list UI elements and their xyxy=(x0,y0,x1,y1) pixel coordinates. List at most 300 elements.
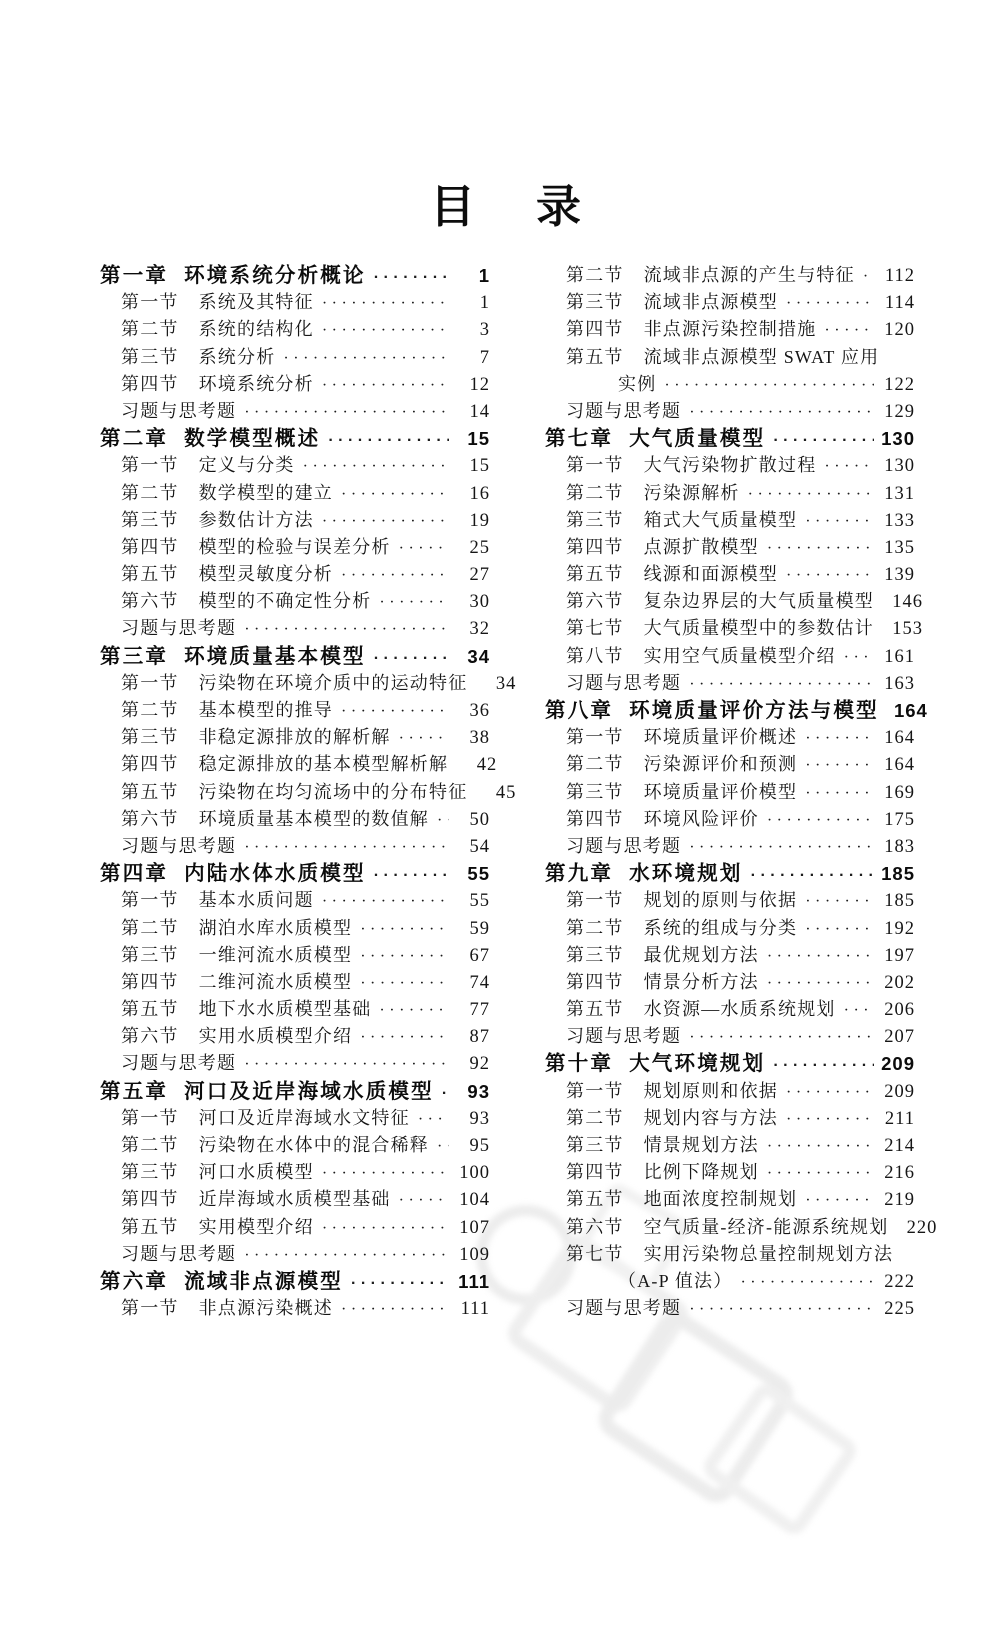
toc-entry xyxy=(545,670,915,697)
dot-leader xyxy=(664,372,874,399)
entry-title: 环境质量评价模型 xyxy=(643,781,798,802)
entry-page-number: 146 xyxy=(892,592,924,613)
dot-leader xyxy=(767,807,874,834)
entry-page-number: 25 xyxy=(469,537,490,558)
entry-page-number: 55 xyxy=(469,891,490,912)
entry-title: 实用空气质量模型介绍 xyxy=(643,645,836,666)
entry-page-number: 59 xyxy=(469,918,490,939)
entry-page-number: 12 xyxy=(469,374,490,395)
dot-leader xyxy=(341,481,449,508)
toc-entry xyxy=(545,724,915,751)
entry-label: 第一章 xyxy=(100,264,169,287)
entry-label: 第二节 xyxy=(121,482,179,503)
dot-leader xyxy=(805,916,874,943)
entry-title: 定义与分类 xyxy=(198,455,295,476)
toc-entry xyxy=(100,452,490,479)
toc-entry xyxy=(545,371,915,398)
entry-page-number: 109 xyxy=(459,1244,490,1265)
toc-entry xyxy=(100,1132,490,1159)
entry-label: 第三节 xyxy=(121,1162,179,1183)
entry-page-number: 36 xyxy=(469,701,490,721)
toc-entry xyxy=(100,1295,490,1322)
dot-leader xyxy=(303,453,449,480)
entry-title: 流域非点源模型 xyxy=(184,1269,344,1293)
dot-leader xyxy=(767,535,874,562)
entry-label: 第三节 xyxy=(566,781,624,802)
entry-title: 非点源污染控制措施 xyxy=(643,319,817,340)
entry-label: 第三节 xyxy=(566,1135,624,1155)
toc-entry xyxy=(545,860,915,887)
toc-entry xyxy=(545,751,915,778)
entry-page-number: 175 xyxy=(884,809,915,830)
entry-title: 实用污染物总量控制规划方法 xyxy=(643,1243,894,1264)
page-title: 目 录 xyxy=(429,182,589,232)
dot-leader xyxy=(374,862,449,889)
toc-entry xyxy=(100,942,490,969)
toc-entry xyxy=(545,1295,915,1322)
entry-page-number: 54 xyxy=(469,836,490,857)
dot-leader xyxy=(418,1106,449,1133)
dot-leader xyxy=(322,372,449,399)
dot-leader xyxy=(844,644,874,671)
toc-entry xyxy=(100,751,498,778)
entry-label: 第五节 xyxy=(566,346,624,367)
entry-page-number: 1 xyxy=(479,293,490,314)
entry-page-number: 34 xyxy=(467,645,490,667)
entry-title: 环境质量基本模型的数值解 xyxy=(198,808,430,829)
dot-leader xyxy=(805,780,874,807)
dot-leader xyxy=(863,263,874,290)
entry-label: 第五节 xyxy=(121,781,179,802)
entry-page-number: 19 xyxy=(469,510,490,531)
entry-page-number: 163 xyxy=(884,673,915,694)
entry-title: 河口及近岸海域水质模型 xyxy=(184,1079,434,1103)
dot-leader xyxy=(244,1242,449,1269)
toc-entry xyxy=(100,262,490,289)
toc-entry xyxy=(545,1132,915,1159)
watermark-blob xyxy=(699,1379,862,1540)
entry-title: 实例 xyxy=(618,373,657,394)
entry-page-number: 206 xyxy=(884,1000,915,1021)
watermark-blob xyxy=(591,1304,800,1510)
toc-entry xyxy=(100,833,490,860)
entry-label: 第一节 xyxy=(566,727,624,748)
entry-title: 非稳定源排放的解析解 xyxy=(198,727,391,748)
entry-title: 大气质量模型中的参数估计 xyxy=(643,618,875,639)
dot-leader xyxy=(437,1133,449,1160)
dot-leader xyxy=(360,970,449,997)
toc-entry xyxy=(100,915,490,942)
entry-title: 习题与思考题 xyxy=(566,1026,682,1047)
entry-label: 第八节 xyxy=(566,645,624,666)
entry-label: 第一节 xyxy=(566,1080,624,1101)
entry-page-number: 122 xyxy=(884,374,915,395)
toc-entry xyxy=(100,779,517,806)
entry-label: 第四节 xyxy=(121,971,179,992)
entry-page-number: 14 xyxy=(469,401,490,422)
entry-label: 第四节 xyxy=(566,1162,624,1183)
dot-leader xyxy=(805,888,874,915)
toc-entry xyxy=(545,887,915,914)
dot-leader xyxy=(689,1296,874,1323)
entry-title: 情景规划方法 xyxy=(643,1135,759,1155)
entry-title: 稳定源排放的基本模型解析解 xyxy=(198,754,449,775)
dot-leader xyxy=(322,888,449,915)
entry-page-number: 164 xyxy=(884,755,915,776)
dot-leader xyxy=(824,453,874,480)
entry-title: 实用水质模型介绍 xyxy=(198,1026,353,1047)
entry-title: 模型的检验与误差分析 xyxy=(198,536,391,557)
entry-label: 第六章 xyxy=(100,1269,169,1293)
entry-title: 系统的组成与分类 xyxy=(643,917,798,938)
dot-leader xyxy=(844,997,874,1024)
dot-leader xyxy=(805,508,874,535)
toc-page xyxy=(0,182,983,1322)
toc-entry xyxy=(100,371,490,398)
dot-leader xyxy=(767,1160,874,1187)
dot-leader xyxy=(786,1079,874,1106)
entry-title: 规划原则和依据 xyxy=(643,1080,779,1101)
toc-entry xyxy=(100,588,490,615)
toc-entry xyxy=(545,942,915,969)
entry-label: 第十章 xyxy=(545,1052,614,1076)
entry-page-number: 214 xyxy=(884,1136,915,1156)
entry-page-number: 45 xyxy=(495,782,517,803)
dot-leader xyxy=(399,535,449,562)
entry-title: 湖泊水库水质模型 xyxy=(198,917,353,938)
entry-title: 污染源评价和预测 xyxy=(643,754,798,775)
toc-entry xyxy=(100,643,490,670)
entry-page-number: 120 xyxy=(884,320,915,341)
entry-page-number: 104 xyxy=(459,1190,490,1211)
entry-label: 第六节 xyxy=(566,1216,624,1237)
entry-page-number: 92 xyxy=(469,1054,490,1075)
toc-entry xyxy=(100,289,490,316)
dot-leader xyxy=(322,1215,449,1242)
entry-label: 第四节 xyxy=(566,536,624,557)
entry-label: 第八章 xyxy=(545,699,614,722)
entry-page-number: 192 xyxy=(884,918,915,939)
toc-entry xyxy=(545,398,915,425)
entry-page-number: 67 xyxy=(469,945,490,966)
entry-title: 内陆水体水质模型 xyxy=(184,862,366,886)
dot-leader xyxy=(244,399,449,426)
dot-leader xyxy=(773,427,874,454)
entry-page-number: 161 xyxy=(884,646,915,667)
toc-entry xyxy=(100,1023,490,1050)
entry-title: （A-P 值法） xyxy=(618,1270,733,1291)
entry-title: 系统及其特征 xyxy=(198,292,314,313)
entry-label: 第七章 xyxy=(545,427,614,451)
dot-leader xyxy=(360,916,449,943)
entry-page-number: 74 xyxy=(469,972,490,993)
toc-entry xyxy=(545,969,915,996)
entry-label: 第三节 xyxy=(121,944,179,965)
entry-label: 第二节 xyxy=(121,700,179,720)
entry-label: 第五节 xyxy=(566,1189,624,1210)
entry-title: 系统分析 xyxy=(198,346,276,367)
dot-leader xyxy=(689,671,874,698)
dot-leader xyxy=(399,725,449,752)
entry-page-number: 153 xyxy=(892,619,924,640)
entry-page-number: 93 xyxy=(469,1108,490,1129)
entry-page-number: 95 xyxy=(469,1136,490,1156)
entry-label: 第二节 xyxy=(121,917,179,938)
dot-leader xyxy=(767,970,874,997)
entry-title: 环境质量评价方法与模型 xyxy=(629,699,879,722)
entry-page-number: 197 xyxy=(884,945,915,966)
entry-page-number: 87 xyxy=(469,1027,490,1048)
entry-title: 河口及近岸海域水文特征 xyxy=(198,1107,410,1128)
entry-page-number: 30 xyxy=(469,592,490,613)
entry-title: 水环境规划 xyxy=(629,862,743,886)
dot-leader xyxy=(322,290,449,317)
entry-label: 第三节 xyxy=(566,509,624,530)
dot-leader xyxy=(328,427,449,454)
entry-title: 一维河流水质模型 xyxy=(198,944,353,965)
toc-entry xyxy=(100,507,490,534)
entry-title: 系统的结构化 xyxy=(198,319,314,340)
entry-page-number: 16 xyxy=(469,483,490,504)
entry-title: 流域非点源模型 SWAT 应用 xyxy=(643,346,880,367)
entry-title: 环境质量基本模型 xyxy=(184,644,366,668)
entry-page-number: 27 xyxy=(469,565,490,586)
entry-title: 比例下降规划 xyxy=(643,1162,759,1183)
entry-page-number: 15 xyxy=(467,428,490,450)
entry-label: 第二节 xyxy=(121,319,179,340)
entry-page-number: 129 xyxy=(884,401,915,422)
entry-page-number: 164 xyxy=(893,700,928,721)
dot-leader xyxy=(805,725,874,752)
entry-title: 环境风险评价 xyxy=(643,808,759,829)
entry-title: 环境质量评价概述 xyxy=(643,727,798,748)
entry-page-number: 222 xyxy=(884,1271,915,1292)
entry-page-number: 111 xyxy=(460,1299,490,1320)
toc-entry xyxy=(100,561,490,588)
entry-page-number: 135 xyxy=(884,537,915,558)
dot-leader xyxy=(689,1024,874,1051)
entry-title: 污染源解析 xyxy=(643,482,740,503)
toc-entry xyxy=(100,1214,490,1241)
toc-entry xyxy=(545,1078,915,1105)
entry-label: 第六节 xyxy=(566,591,624,612)
entry-label: 第二节 xyxy=(566,1107,624,1128)
entry-title: 近岸海域水质模型基础 xyxy=(198,1189,391,1210)
dot-leader xyxy=(379,589,449,616)
entry-title: 二维河流水质模型 xyxy=(198,971,353,992)
entry-title: 流域非点源模型 xyxy=(643,292,779,313)
entry-label: 第二节 xyxy=(566,917,624,938)
entry-page-number: 38 xyxy=(469,728,490,749)
toc-entry xyxy=(545,344,915,371)
toc-entry xyxy=(100,615,490,642)
entry-page-number: 169 xyxy=(884,782,915,803)
toc-entry xyxy=(545,915,915,942)
entry-page-number: 42 xyxy=(476,755,498,776)
toc-entry xyxy=(545,996,915,1023)
entry-label: 第五节 xyxy=(566,564,624,585)
entry-title: 点源扩散模型 xyxy=(643,536,759,557)
toc-entry xyxy=(545,289,915,316)
entry-label: 第九章 xyxy=(545,862,614,886)
entry-label: 第三节 xyxy=(566,292,624,313)
entry-page-number: 139 xyxy=(884,565,915,586)
entry-page-number: 77 xyxy=(469,1000,490,1021)
entry-label: 第二节 xyxy=(566,754,624,775)
dot-leader xyxy=(360,943,449,970)
entry-label: 第五节 xyxy=(121,564,179,585)
entry-title: 河口水质模型 xyxy=(198,1162,314,1183)
entry-title: 非点源污染概述 xyxy=(198,1298,334,1319)
entry-page-number: 202 xyxy=(884,972,915,993)
toc-entry xyxy=(100,670,517,697)
toc-entry xyxy=(100,1078,490,1105)
toc-entry xyxy=(545,534,915,561)
entry-label: 第一节 xyxy=(121,455,179,476)
entry-label: 第一节 xyxy=(566,455,624,476)
entry-title: 习题与思考题 xyxy=(121,1243,237,1264)
toc-entry xyxy=(545,643,915,670)
entry-label: 第一节 xyxy=(121,890,179,911)
dot-leader xyxy=(767,943,874,970)
toc-entry xyxy=(545,425,915,452)
dot-leader xyxy=(786,1106,874,1133)
toc-entry xyxy=(100,480,490,507)
entry-label: 第五章 xyxy=(100,1079,169,1103)
entry-title: 习题与思考题 xyxy=(121,835,237,856)
entry-label: 第二章 xyxy=(100,427,169,451)
dot-leader xyxy=(751,862,874,889)
toc-entry xyxy=(100,1268,490,1295)
toc-column-right xyxy=(545,262,938,1322)
entry-page-number: 207 xyxy=(884,1027,915,1048)
dot-leader xyxy=(786,290,874,317)
entry-label: 第七节 xyxy=(566,1243,624,1264)
dot-leader xyxy=(374,264,449,291)
entry-page-number: 50 xyxy=(469,809,490,830)
dot-leader xyxy=(322,1160,449,1187)
entry-label: 第七节 xyxy=(566,618,624,639)
entry-label: 第六节 xyxy=(121,808,179,829)
toc-entry xyxy=(545,1105,915,1132)
toc-entry xyxy=(100,887,490,914)
entry-page-number: 131 xyxy=(884,483,915,504)
entry-title: 基本水质问题 xyxy=(198,890,314,911)
entry-label: 第五节 xyxy=(566,999,624,1020)
entry-page-number: 183 xyxy=(884,836,915,857)
entry-label: 第三章 xyxy=(100,644,169,668)
toc-entry xyxy=(545,1268,915,1295)
dot-leader xyxy=(805,752,874,779)
entry-title: 大气环境规划 xyxy=(629,1052,766,1076)
toc-entry xyxy=(545,1214,938,1241)
toc-entry xyxy=(100,1159,490,1186)
toc-entry xyxy=(100,1050,490,1077)
entry-title: 参数估计方法 xyxy=(198,509,314,530)
entry-label: 第二节 xyxy=(121,1135,179,1155)
entry-page-number: 216 xyxy=(884,1163,915,1184)
dot-leader xyxy=(767,1133,874,1160)
entry-title: 地面浓度控制规划 xyxy=(643,1189,798,1210)
toc-entry xyxy=(100,806,490,833)
entry-title: 模型灵敏度分析 xyxy=(198,564,334,585)
entry-page-number: 1 xyxy=(478,265,490,286)
entry-title: 习题与思考题 xyxy=(566,400,682,421)
entry-page-number: 133 xyxy=(884,510,915,531)
toc-column-left xyxy=(100,262,517,1322)
entry-label: 第三节 xyxy=(121,727,179,748)
entry-label: 第四节 xyxy=(121,373,179,394)
dot-leader xyxy=(244,616,449,643)
toc-entry xyxy=(545,806,915,833)
dot-leader xyxy=(805,1187,874,1214)
entry-title: 大气质量模型 xyxy=(629,427,766,451)
entry-page-number: 112 xyxy=(884,266,915,286)
toc-entry xyxy=(545,833,915,860)
toc-entry xyxy=(545,316,915,343)
dot-leader xyxy=(824,317,874,344)
entry-label: 第一节 xyxy=(121,1107,179,1128)
entry-title: 数学模型概述 xyxy=(184,427,321,451)
entry-title: 最优规划方法 xyxy=(643,944,759,965)
entry-title: 基本模型的推导 xyxy=(198,700,334,720)
toc-entry xyxy=(100,398,490,425)
toc-entry xyxy=(545,588,924,615)
entry-title: 数学模型的建立 xyxy=(198,482,334,503)
entry-label: 第五节 xyxy=(121,1216,179,1237)
entry-label: 第二节 xyxy=(566,265,624,285)
toc-entry xyxy=(100,724,490,751)
entry-title: 模型的不确定性分析 xyxy=(198,591,372,612)
entry-label: 第四节 xyxy=(121,1189,179,1210)
entry-label: 第三节 xyxy=(121,509,179,530)
toc-entry xyxy=(100,1186,490,1213)
entry-label: 第一节 xyxy=(121,292,179,313)
toc-entry xyxy=(545,561,915,588)
toc-entry xyxy=(545,1159,915,1186)
entry-title: 习题与思考题 xyxy=(121,1053,237,1074)
entry-title: 规划内容与方法 xyxy=(643,1107,779,1128)
entry-label: 第一节 xyxy=(121,672,179,693)
entry-title: 习题与思考题 xyxy=(566,672,682,693)
entry-title: 习题与思考题 xyxy=(566,835,682,856)
dot-leader xyxy=(351,1270,449,1297)
entry-page-number: 185 xyxy=(881,863,915,885)
toc-entry xyxy=(100,316,490,343)
toc-entry xyxy=(545,615,924,642)
toc-entry xyxy=(545,507,915,534)
toc-entry xyxy=(545,480,915,507)
toc-entry xyxy=(545,1241,915,1268)
dot-leader xyxy=(374,645,449,672)
entry-label: 第四章 xyxy=(100,862,169,886)
entry-page-number: 219 xyxy=(884,1190,915,1211)
toc-entry xyxy=(545,452,915,479)
dot-leader xyxy=(244,1051,449,1078)
entry-page-number: 114 xyxy=(884,293,915,314)
entry-page-number: 93 xyxy=(467,1080,490,1102)
entry-page-number: 7 xyxy=(479,347,490,368)
entry-page-number: 130 xyxy=(884,456,915,477)
entry-page-number: 211 xyxy=(884,1108,915,1129)
dot-leader xyxy=(689,834,874,861)
dot-leader xyxy=(341,562,449,589)
entry-label: 第三节 xyxy=(121,346,179,367)
toc-entry xyxy=(100,1241,490,1268)
toc-entry xyxy=(100,344,490,371)
toc-entry xyxy=(545,262,915,289)
entry-title: 习题与思考题 xyxy=(566,1298,682,1319)
